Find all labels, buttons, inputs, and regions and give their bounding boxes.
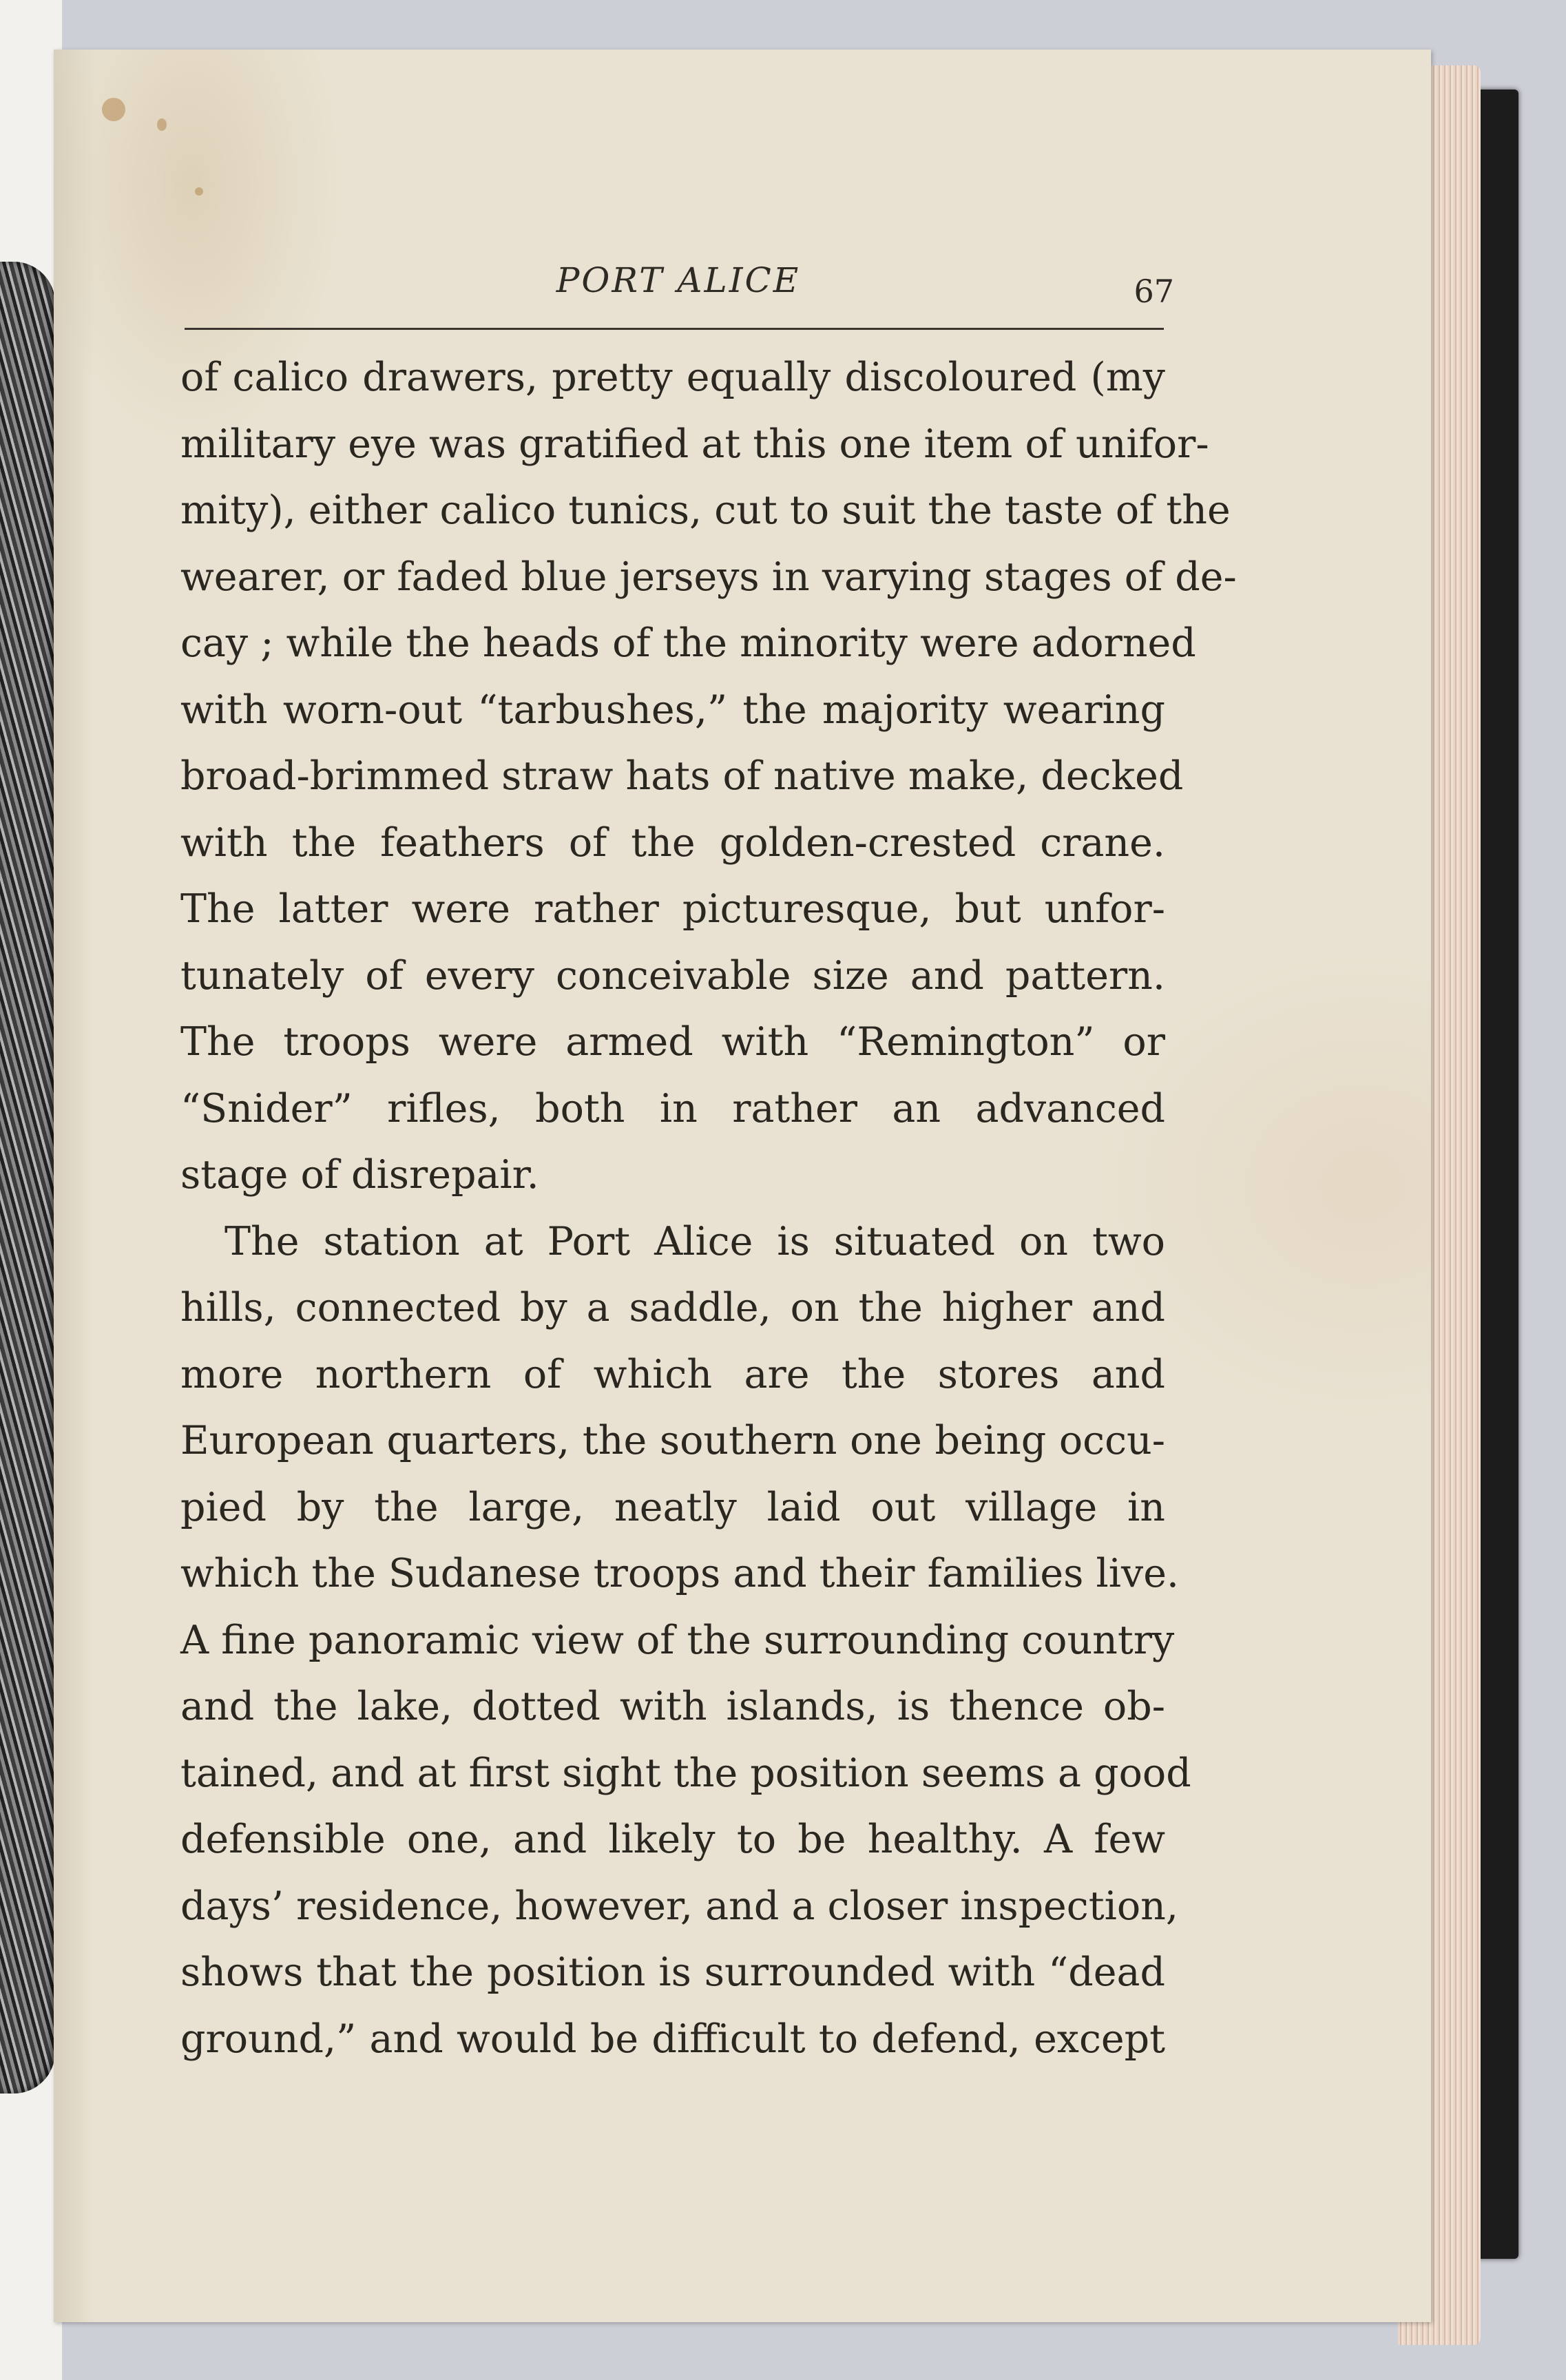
text-line: A fine panoramic view of the surrounding country bbox=[180, 1617, 1175, 1663]
text-line: cay ; while the heads of the minority were adorned bbox=[180, 620, 1196, 666]
text-line: defensible one, and likely to be healthy. A few bbox=[180, 1817, 1165, 1862]
text-line: and the lake, dotted with islands, is thence ob- bbox=[180, 1684, 1165, 1729]
facing-engraving-strip bbox=[0, 262, 55, 2094]
text-line: military eye was gratified at this one item of unifor- bbox=[180, 421, 1209, 467]
text-line: “Snider” rifles, both in rather an advanced bbox=[180, 1085, 1165, 1131]
foxing-spot bbox=[102, 98, 125, 121]
body-text bbox=[180, 344, 1237, 2072]
text-line: The station at Port Alice is situated on two bbox=[225, 1218, 1165, 1264]
text-line: tained, and at first sight the position seems a good bbox=[180, 1750, 1191, 1796]
text-line: which the Sudanese troops and their families live. bbox=[180, 1551, 1180, 1596]
text-line: with the feathers of the golden-crested crane. bbox=[180, 820, 1165, 866]
text-line: mity), either calico tunics, cut to suit the taste of the bbox=[180, 488, 1231, 533]
text-line: ground,” and would be difficult to defend, except bbox=[180, 2016, 1165, 2062]
text-line: days’ residence, however, and a closer inspection, bbox=[180, 1883, 1178, 1929]
text-line: European quarters, the southern one being occu- bbox=[180, 1418, 1165, 1463]
text-line: of calico drawers, pretty equally discoloured (my bbox=[180, 355, 1165, 400]
header-rule bbox=[185, 328, 1164, 330]
text-line: broad-brimmed straw hats of native make, decked bbox=[180, 753, 1184, 799]
text-line: The latter were rather picturesque, but unfor- bbox=[180, 886, 1165, 932]
text-line: pied by the large, neatly laid out village in bbox=[180, 1484, 1165, 1530]
text-line: tunately of every conceivable size and pattern. bbox=[180, 952, 1165, 999]
foxing-spot bbox=[157, 118, 167, 131]
foxing-spot bbox=[195, 187, 203, 196]
running-head bbox=[182, 260, 1174, 315]
text-line: wearer, or faded blue jerseys in varying stages of de- bbox=[180, 554, 1237, 600]
page-title: PORT ALICE bbox=[556, 260, 801, 300]
text-line: hills, connected by a saddle, on the higher and bbox=[180, 1285, 1165, 1330]
text-line: with worn-out “tarbushes,” the majority wearing bbox=[180, 687, 1165, 733]
page-number: 67 bbox=[1134, 273, 1174, 310]
text-line: stage of disrepair. bbox=[180, 1152, 539, 1198]
text-line: shows that the position is surrounded with “dead bbox=[180, 1950, 1165, 1995]
text-line: The troops were armed with “Remington” or bbox=[180, 1019, 1165, 1065]
text-line: more northern of which are the stores and bbox=[180, 1351, 1165, 1397]
